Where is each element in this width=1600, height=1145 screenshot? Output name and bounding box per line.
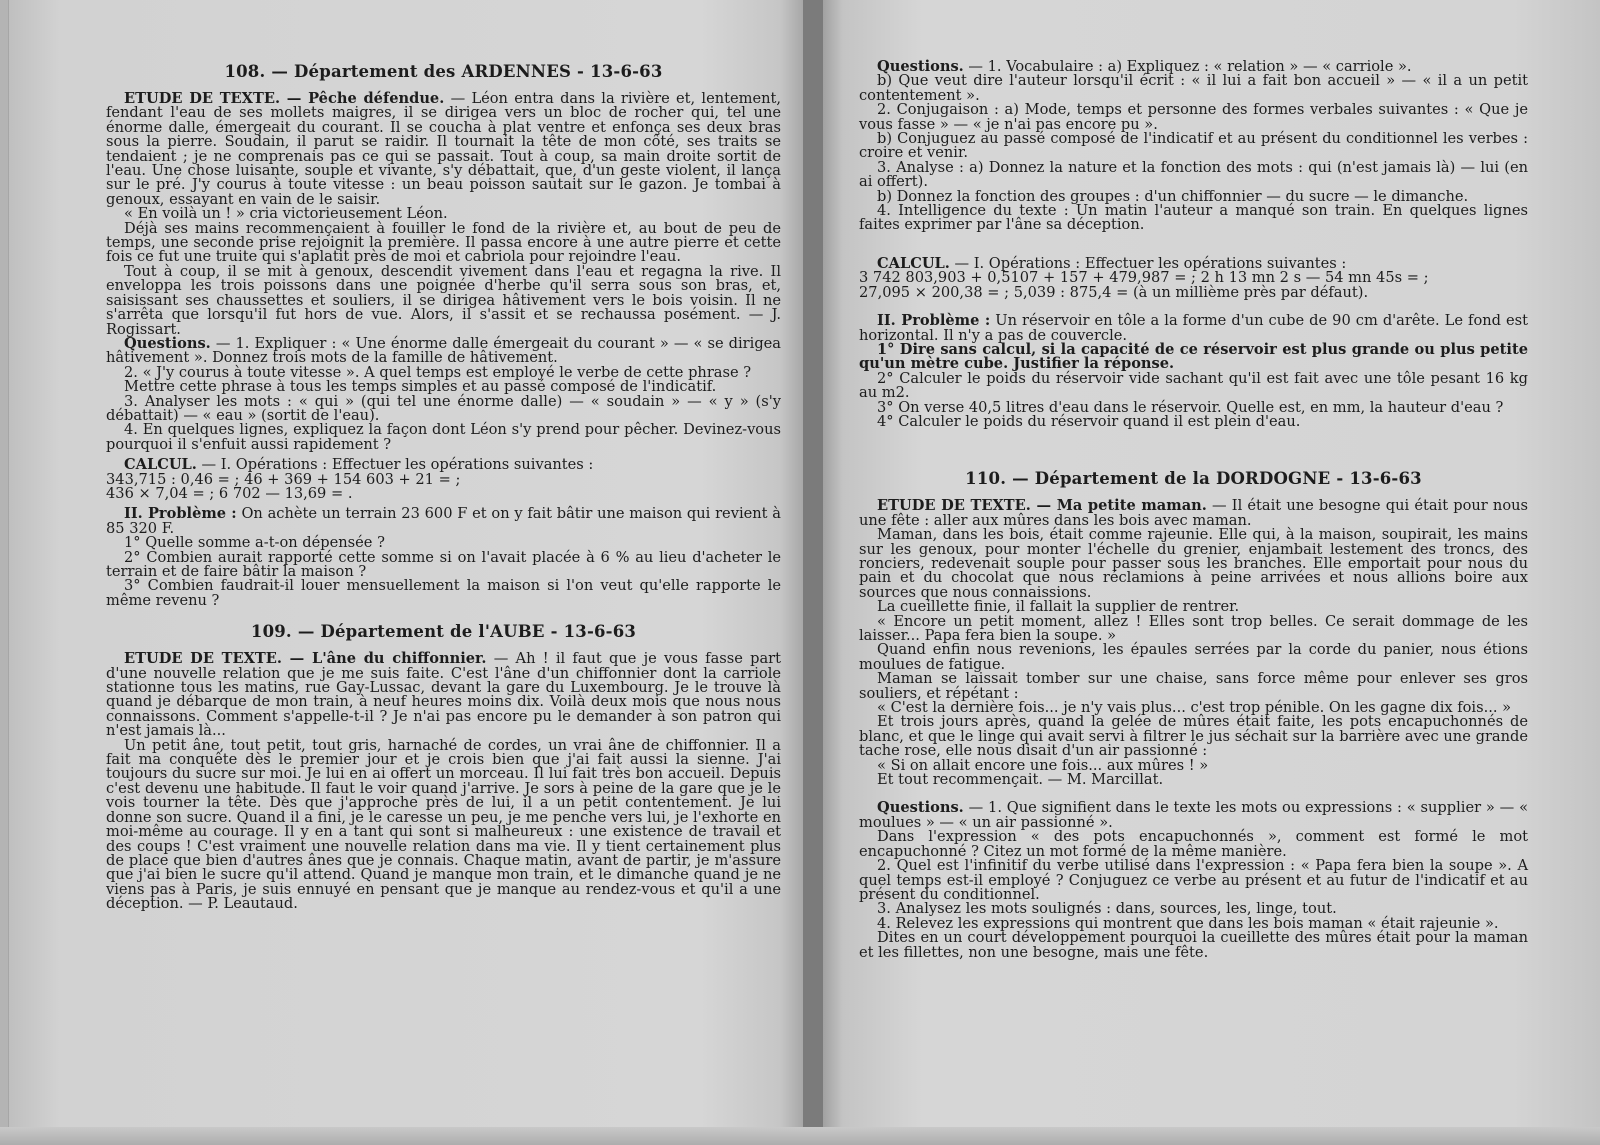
probleme-paragraph xyxy=(859,314,1528,343)
etude-paragraph xyxy=(106,652,781,738)
calcul-operations: 436 × 7,04 = ; 6 702 — 13,69 = . xyxy=(106,484,353,502)
question-text: — 1. Que signifient dans le texte les mots ou expressions : « supplier » — « moulues » — « un air passionné ». xyxy=(859,799,1529,831)
etude-text: — Il était une besogne qui était pour nous une fête : aller aux mûres dans les bois avec maman. xyxy=(859,497,1528,529)
spacer xyxy=(859,429,1528,469)
etude-paragraph: Quand enfin nous revenions, les épaules serrées par la corde du panier, nous étions moulues de fatigue. xyxy=(859,641,1528,673)
section-title-110: 110. — Département de la DORDOGNE - 13-6-63 xyxy=(965,469,1422,489)
calcul-label: CALCUL. xyxy=(877,254,950,272)
question-paragraph: 4. Intelligence du texte : Un matin l'auteur a manqué son train. En quelques lignes faites exprimer par l'âne sa déception. xyxy=(859,202,1528,234)
etude-label: ETUDE DE TEXTE. — L'âne du chiffonnier. xyxy=(124,650,487,668)
question-paragraph: 3. Analyse : a) Donnez la nature et la fonction des mots : qui (n'est jamais là) — lui (en ai offert). xyxy=(859,158,1528,191)
questions-label: Questions. xyxy=(124,334,211,352)
etude-paragraph: Maman se laissait tomber sur une chaise, sans force même pour enlever ses gros souliers, et répétant : xyxy=(859,670,1528,702)
question-paragraph: 3. Analyser les mots : « qui » (qui tel une énorme dalle) — « soudain » — « y » (s'y débattait) — « eau » (sortit de l'eau). xyxy=(106,392,781,424)
etude-paragraph xyxy=(106,92,781,207)
probleme-text: On achète un terrain 23 600 F et on y fait bâtir une maison qui revient à 85 320 F. xyxy=(106,505,781,537)
probleme-question: 3° Combien faudrait-il louer mensuellement la maison si l'on veut qu'elle rapporte le même revenu ? xyxy=(106,577,781,609)
page-bottom-edge xyxy=(0,1127,813,1145)
question-paragraph: Mettre cette phrase à tous les temps simples et au passé composé de l'indicatif. xyxy=(124,378,717,396)
etude-paragraph: Et tout recommençait. — M. Marcillat. xyxy=(877,771,1164,789)
question-paragraph: 3. Analysez les mots soulignés : dans, sources, les, linge, tout. xyxy=(877,900,1337,918)
section-109-body xyxy=(106,652,781,911)
question-paragraph: 2. Quel est l'infinitif du verbe utilisé dans l'expression : « Papa fera bien la soupe ». A quel temps est-il employé ? Conjuguez ce verbe au présent et au futur de l'indicatif et au présent du conditionnel. xyxy=(859,857,1528,903)
question-paragraph: b) Donnez la fonction des groupes : d'un chiffonnier — du sucre — le dimanche. xyxy=(877,187,1469,205)
page-bottom-edge xyxy=(813,1127,1600,1145)
calcul-operations: 27,095 × 200,38 = ; 5,039 : 875,4 = (à un millième près par défaut). xyxy=(859,283,1369,301)
probleme-question: 2° Combien aurait rapporté cette somme si on l'avait placée à 6 % au lieu d'acheter le terrain et de faire bâtir la maison ? xyxy=(106,548,781,580)
right-page xyxy=(813,0,1600,1145)
gutter-shadow xyxy=(813,0,823,1145)
probleme-question: 3° On verse 40,5 litres d'eau dans le réservoir. Quelle est, en mm, la hauteur d'eau ? xyxy=(877,398,1504,416)
etude-paragraph: Tout à coup, il se mit à genoux, descendit vivement dans l'eau et regagna la rive. Il enveloppa les trois poissons dans une poignée d'herbe qu'il serra sous son bras, et, saisissant ses chaussettes et souliers, il se dirigea hâtivement vers le bois voisin. Il ne s'arrêta que lorsqu'il fut hors de vue. Alors, il s'assit et se rechaussa posément. — J. Rogissart. xyxy=(106,262,781,338)
etude-paragraph: « C'est la dernière fois... je n'y vais plus... c'est trop pénible. On les gagne dix fois... » xyxy=(877,699,1512,717)
etude-paragraph: Maman, dans les bois, était comme rajeunie. Elle qui, à la maison, soupirait, les mains sur les genoux, pour monter l'échelle du grenier, enjambait lestement des troncs, des ronciers, redevenait souple pour passer sous les branches. Elle emportait pour nous du pain et du chocolat que nous réclamions à peine arrivées et nous allions boire aux sources que nous connaissions. xyxy=(859,526,1528,601)
etude-paragraph xyxy=(859,499,1528,528)
etude-paragraph: « Si on allait encore une fois... aux mûres ! » xyxy=(877,756,1209,774)
question-paragraph: 2. « J'y courus à toute vitesse ». A quel temps est employé le verbe de cette phrase ? xyxy=(124,363,752,381)
etude-label: ETUDE DE TEXTE. — Ma petite maman. xyxy=(877,497,1207,515)
section-109-questions xyxy=(859,60,1528,429)
probleme-question: 4° Calculer le poids du réservoir quand il est plein d'eau. xyxy=(877,412,1301,430)
questions-label: Questions. xyxy=(877,799,964,817)
question-paragraph: 4. Relevez les expressions qui montrent que dans les bois maman « était rajeunie ». xyxy=(877,914,1499,932)
etude-label: ETUDE DE TEXTE. — Pêche défendue. xyxy=(124,90,445,107)
spacer xyxy=(106,608,781,622)
calcul-operations: 3 742 803,903 + 0,5107 + 157 + 479,987 = ; 2 h 13 mn 2 s — 54 mn 45s = ; xyxy=(859,269,1429,287)
question-paragraph xyxy=(106,334,782,367)
section-title-109: 109. — Département de l'AUBE - 13-6-63 xyxy=(250,622,637,642)
calcul-label: CALCUL. xyxy=(124,456,197,474)
page-edge xyxy=(0,0,9,1145)
etude-paragraph: « En voilà un ! » cria victorieusement Léon. xyxy=(124,205,448,223)
probleme-paragraph xyxy=(106,507,781,536)
probleme-question: 1° Dire sans calcul, si la capacité de ce réservoir est plus grande ou plus petite qu'un mètre cube. Justifier la réponse. xyxy=(859,340,1528,373)
etude-paragraph: Déjà ses mains recommençaient à fouiller le fond de la rivière et, au bout de peu de temps, une seconde prise rejoignit la première. Il passa encore à une autre pierre et cette fois ce fut une truite qui s'aplatit près de moi et cabriola pour rejoindre l'eau. xyxy=(106,219,781,266)
calcul-intro: — I. Opérations : Effectuer les opérations suivantes : xyxy=(201,456,594,474)
question-text: — 1. Vocabulaire : a) Expliquez : « relation » — « carriole ». xyxy=(968,58,1412,75)
probleme-question: 2° Calculer le poids du réservoir vide sachant qu'il est fait avec une tôle pesant 16 kg au m2. xyxy=(859,369,1528,402)
question-paragraph: 2. Conjugaison : a) Mode, temps et personne des formes verbales suivantes : « Que je vous fasse » — « je n'ai pas encore pu ». xyxy=(859,101,1528,133)
probleme-label: II. Problème : xyxy=(124,505,237,523)
gutter-shadow xyxy=(803,0,813,1145)
question-text: — 1. Expliquer : « Une énorme dalle émergeait du courant » — « se dirigea hâtivement ». Donnez trois mots de la famille de hâtivement. xyxy=(106,334,782,367)
calcul-operations: 343,715 : 0,46 = ; 46 + 369 + 154 603 + 21 = ; xyxy=(106,470,461,488)
etude-paragraph: La cueillette finie, il fallait la supplier de rentrer. xyxy=(877,598,1240,616)
question-paragraph xyxy=(859,801,1528,830)
question-paragraph: b) Que veut dire l'auteur lorsqu'il écrit : « il lui a fait bon accueil » — « il a un petit contentement ». xyxy=(859,72,1528,104)
etude-text: — Léon entra dans la rivière et, lentement, fendant l'eau de ses mollets maigres, il se dirigea vers un bloc de rocher qui, tel une énorme dalle, émergeait du courant. Il se coucha à plat ventre et enfonça ses deux bras sous la pierre. Soudain, il parut se raidir. Il tournait la tête de mon côté, ses traits se tendaient ; je ne comprenais pas ce qui se passait. Tout à coup, sa main droite sortit de l'eau. Une chose luisante, souple et vivante, s'y débattait, que, d'un geste violent, il lança sur le pré. J'y courus à toute vitesse : un beau poisson sautait sur le gazon. Je tombai à genoux, essayant en vain de le saisir. xyxy=(106,90,781,208)
questions-label: Questions. xyxy=(877,58,964,75)
etude-paragraph: « Encore un petit moment, allez ! Elles sont trop belles. Ce serait dommage de les laisser... Papa fera bien la soupe. » xyxy=(859,612,1528,644)
section-108-body xyxy=(106,92,781,608)
section-title-108: 108. — Département des ARDENNES - 13-6-63 xyxy=(224,62,663,81)
probleme-text: Un réservoir en tôle a la forme d'un cube de 90 cm d'arête. Le fond est horizontal. Il n'y a pas de couvercle. xyxy=(859,312,1528,344)
question-paragraph: b) Conjuguez au passé composé de l'indicatif et au présent du conditionnel les verbes : croire et venir. xyxy=(859,130,1528,162)
question-paragraph: 4. En quelques lignes, expliquez la façon dont Léon s'y prend pour pêcher. Devinez-vous pourquoi il s'enfuit aussi rapidement ? xyxy=(106,421,781,453)
question-paragraph: Dites en un court développement pourquoi la cueillette des mûres était pour la maman et les fillettes, non une besogne, mais une fête. xyxy=(859,929,1528,961)
etude-paragraph: Et trois jours après, quand la gelée de mûres était faite, les pots encapuchonnés de blanc, et que le linge qui avait servi à filtrer le jus séchait sur la barrière avec une grande tache rose, elle nous disait d'un air passionné : xyxy=(859,713,1528,760)
calcul-intro: — I. Opérations : Effectuer les opérations suivantes : xyxy=(954,254,1347,272)
etude-text: — Ah ! il faut que je vous fasse part d'une nouvelle relation que je me suis faite. C'est l'âne d'un chiffonnier dont la carriole stationne tous les matins, rue Gay-Lussac, devant la gare du Luxembourg. Je le trouve là quand je débarque de mon train, à neuf heures moins dix. Voilà deux mois que nous nous connaissons. Comment s'appelle-t-il ? Je n'ai pas encore pu le demander à son patron qui n'est jamais là... xyxy=(106,650,782,740)
question-paragraph: Dans l'expression « des pots encapuchonnés », comment est formé le mot encapuchonné ? Citez un mot formé de la même manière. xyxy=(859,828,1528,860)
probleme-question: 1° Quelle somme a-t-on dépensée ? xyxy=(124,534,385,552)
probleme-label: II. Problème : xyxy=(877,312,991,330)
etude-paragraph: Un petit âne, tout petit, tout gris, harnaché de cordes, un vrai âne de chiffonnier. Il a fait ma conquête dès le premier jour et je crois bien que j'ai fait aussi la sienne. J'ai toujours du sucre sur moi. Je lui en ai offert un morceau. Il lui fait très bon accueil. Depuis c'est devenu une habitude. Il faut le voir quand j'arrive. Je sors à peine de la gare que je le vois tourner la tête. Dès que j'approche près de lui, il a un petit contentement. Je lui donne son sucre. Quand il a fini, je le caresse un peu, je me penche vers lui, je l'exhorte en moi-même au courage. Il y en a tant qui sont si malheureux : une existence de travail et des coups ! C'est vraiment une nouvelle relation dans ma vie. Il y tient certainement plus de place que bien d'autres ânes que je connais. Chaque matin, avant de partir, je m'assure que j'ai bien le sucre qu'il attend. Quand je manque mon train, et le dimanche quand je ne viens pas à Paris, je suis ennuyé en pensant que je manque au rendez-vous et qu'il a une déception. — P. Leautaud. xyxy=(106,736,781,913)
section-110-body xyxy=(859,499,1528,960)
spacer xyxy=(859,233,1528,257)
